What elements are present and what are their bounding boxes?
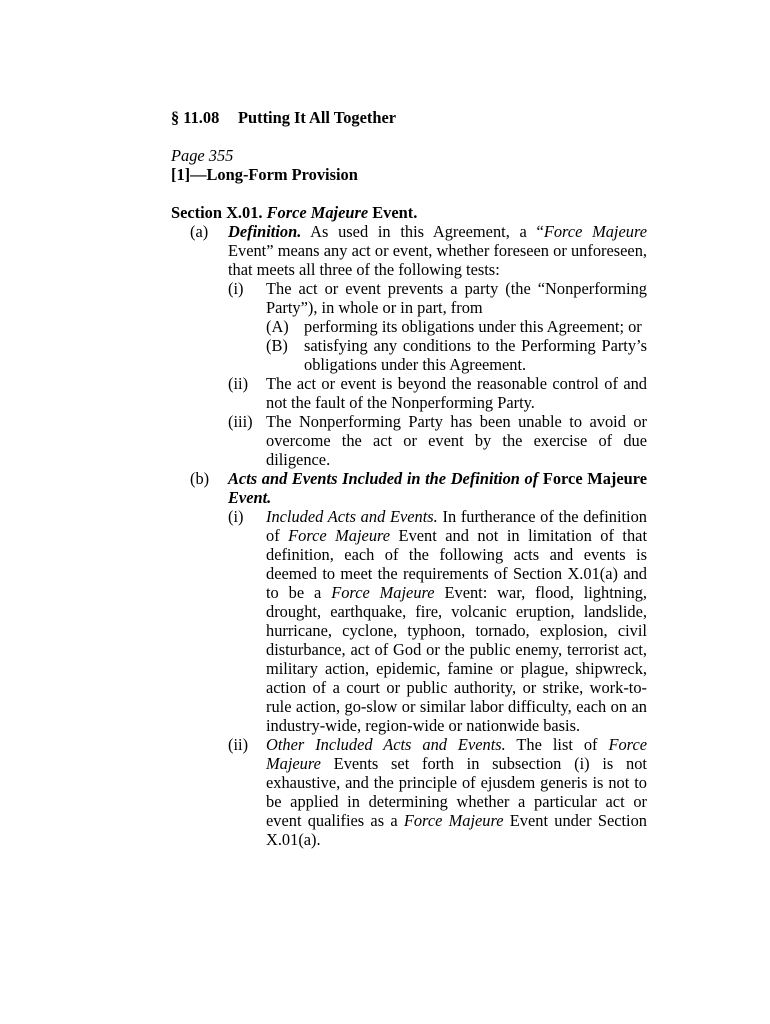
paragraph-a-iii-label: (iii): [228, 412, 253, 431]
paragraph-b: [171, 469, 647, 507]
paragraph-b-ii-text-1: The list of: [505, 735, 609, 754]
paragraph-a-title: Definition.: [228, 222, 302, 241]
clause-title-rest: Event.: [368, 203, 418, 222]
paragraph-a-i-A-label: (A): [266, 317, 289, 336]
paragraph-b-i: [171, 507, 647, 735]
paragraph-b-i-text-3: Event: war, flood, lightning, drought, earthquake, fire, volcanic eruption, landslide, hurricane, cyclone, typhoon, tornado, explosion, civil disturbance, act of God or the public enemy, terrorist act, military action, epidemic, famine or plague, shipwreck, action of a court or public authority, or strike, work-to-rule action, go-slow or similar labor difficulty, each on an industry-wide, region-wide or nationwide basis.: [266, 583, 647, 735]
paragraph-a-iii-text: The Nonperforming Party has been unable to avoid or overcome the act or event by the exercise of due diligence.: [266, 412, 647, 469]
paragraph-b-i-text: [266, 507, 647, 735]
clause-title-italic: Force Majeure: [266, 203, 369, 222]
paragraph-b-i-force-majeure-2: Force Majeure: [331, 583, 435, 602]
paragraph-a-label: (a): [190, 222, 209, 241]
paragraph-a-text-2: Event” means any act or event, whether foreseen or unforeseen, that meets all three of the following tests:: [228, 241, 647, 279]
paragraph-a-text: [228, 222, 647, 279]
paragraph-a-ii-text: The act or event is beyond the reasonable control of and not the fault of the Nonperforming Party.: [266, 374, 647, 412]
paragraph-a: [171, 222, 647, 279]
paragraph-a-force-majeure: Force Majeure: [543, 222, 647, 241]
paragraph-a-ii: [171, 374, 647, 412]
paragraph-b-ii-label: (ii): [228, 735, 249, 754]
paragraph-b-ii-text: [266, 735, 647, 849]
paragraph-a-ii-label: (ii): [228, 374, 249, 393]
paragraph-b-i-text-2: Event and not in limitation of that definition, each of the following acts and events is deemed to meet the requirements of Section X.01(a) and to be a: [266, 526, 647, 602]
paragraph-b-i-text-1: In furtherance of the definition of: [266, 507, 648, 545]
paragraph-a-iii: [171, 412, 647, 469]
paragraph-b-label: (b): [190, 469, 210, 488]
paragraph-a-i-text: The act or event prevents a party (the “Nonperforming Party”), in whole or in part, from: [266, 279, 647, 317]
paragraph-a-i-B-text: satisfying any conditions to the Performing Party’s obligations under this Agreement.: [304, 336, 647, 374]
section-number: § 11.08: [171, 108, 220, 127]
paragraph-b-ii: [171, 735, 647, 849]
paragraph-a-i-A-text: performing its obligations under this Agreement; or: [304, 317, 642, 336]
paragraph-b-i-force-majeure-1: Force Majeure: [288, 526, 391, 545]
page-reference: Page 355: [171, 146, 234, 165]
paragraph-b-title-part-2: Force Majeure: [538, 469, 647, 488]
clause-prefix: Section X.01.: [171, 203, 267, 222]
document-page: [171, 108, 647, 849]
paragraph-a-text-1: As used in this Agreement, a “: [301, 222, 544, 241]
paragraph-a-i-label: (i): [228, 279, 244, 298]
paragraph-b-title-part-3: Event.: [228, 488, 272, 507]
paragraph-b-ii-title: Other Included Acts and Events.: [266, 735, 506, 754]
paragraph-b-ii-force-majeure-2: Force Majeure: [403, 811, 504, 830]
paragraph-b-ii-text-3: Event under Section X.01(a).: [266, 811, 647, 849]
paragraph-b-title-part-1: Acts and Events Included in the Definition of: [228, 469, 539, 488]
section-title: Putting It All Together: [238, 108, 396, 127]
clause-heading: [171, 203, 647, 222]
paragraph-b-ii-force-majeure-1: Force Majeure: [266, 735, 647, 773]
paragraph-a-i: [171, 279, 647, 317]
paragraph-b-title: [228, 469, 647, 507]
subheading: [1]—Long-Form Provision: [171, 165, 358, 184]
paragraph-b-i-label: (i): [228, 507, 244, 526]
paragraph-a-i-A: [171, 317, 647, 336]
paragraph-a-i-B-label: (B): [266, 336, 288, 355]
paragraph-b-i-title: Included Acts and Events.: [266, 507, 438, 526]
paragraph-b-ii-text-2: Events set forth in subsection (i) is not exhaustive, and the principle of ejusdem generis is not to be applied in determining whether a particular act or event qualifies as a: [266, 754, 647, 830]
paragraph-a-i-B: [171, 336, 647, 374]
section-heading: [171, 108, 647, 127]
